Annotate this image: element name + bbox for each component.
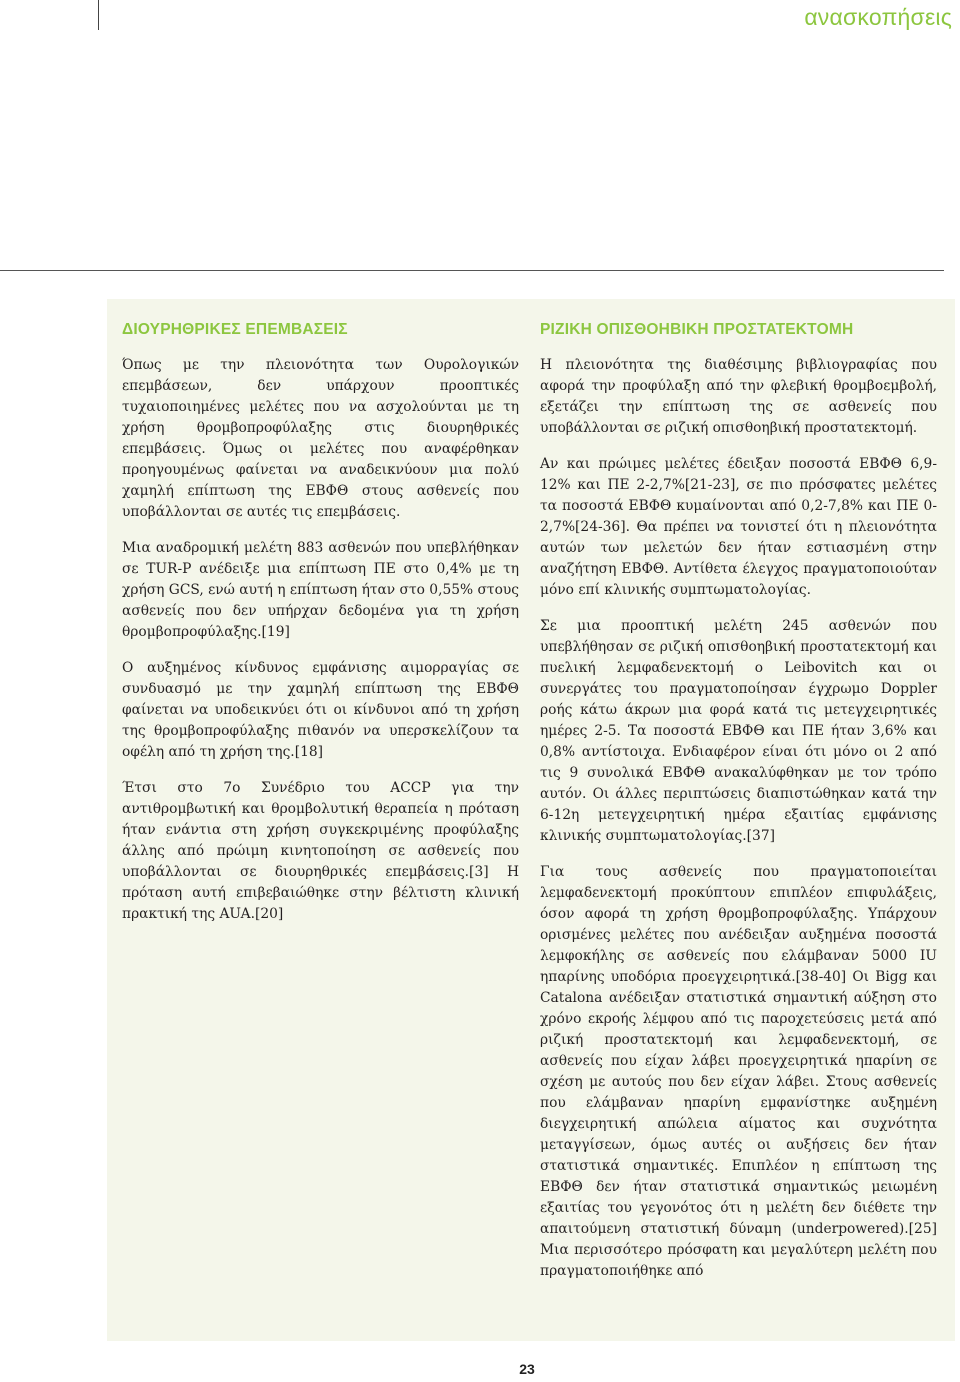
right-paragraph: Η πλειονότητα της διαθέσιμης βιβλιογραφίας που αφορά την προφύλαξη από την φλεβική θρομβοεμβολή, εξετάζει την επίπτωση της σε ασθενείς που υποβάλλονται σε ριζική οπισθοηβική προστατεκτομή. [540,357,937,436]
right-paragraph: Για τους ασθενείς που πραγματοποιείται λεμφαδενεκτομή προκύπτουν επιπλέον επιφυλάξεις, όσον αφορά τη χρήση θρομβοπροφύλαξης. Υπάρχουν ορισμένες μελέτες που ανέδειξαν αυξημένα ποσοστά λεμφοκήλης σε ασθενείς που ελάμβαναν 5000 IU ηπαρίνης υποδόρια προεγχειρητικά.[38-40] Οι Bigg και Catalona ανέδειξαν στατιστικά σημαντική αύξηση στο χρόνο εκροής λέμφου από τις παροχετεύσεις μετά από ριζική προστατεκτομή και λεμφαδενεκτομή, σε ασθενείς που είχαν λάβει προεγχειρητικά ηπαρίνη σε σχέση με αυτούς που δεν είχαν λάβει. Στους ασθενείς που ελάμβαναν ηπαρίνη εμφανίστηκε αυξημένη διεγχειρητική απώλεια αίματος και συχνότητα μεταγγίσεων, όμως αυτές οι αυξήσεις δεν ήταν στατιστικά σημαντικές. Επιπλέον η επίπτωση της ΕΒΦΘ δεν ήταν στατιστικά σημαντικώς μειωμένη εξαιτίας του γεγονότος ότι η μελέτη δεν διέθετε την απαιτούμενη στατιστική δύναμη (underpowered).[25] Μια περισσότερο πρόσφατη και μεγαλύτερη μελέτη που πραγματοποιήθηκε από [540,864,937,1279]
left-paragraph: Ο αυξημένος κίνδυνος εμφάνισης αιμορραγίας σε συνδυασμό με την χαμηλή επίπτωση της ΕΒΦΘ φαίνεται να υποδεικνύει ότι οι κίνδυνοι από τη χρήση της θρομβοπροφύλαξης πιθανόν να υπερσκελίζουν τα οφέλη από τη χρήση της.[18] [122,660,519,760]
left-paragraph: Όπως με την πλειονότητα των Ουρολογικών επεμβάσεων, δεν υπάρχουν προοπτικές τυχαιοποιημένες μελέτες που να ασχολούνται με τη χρήση θρομβοπροφύλαξης στις διουρηθρικές επεμβάσεις. Όμως οι μελέτες που αναφέρθηκαν προηγουμένως φαίνεται να αναδεικνύουν μια πολύ χαμηλή επίπτωση της ΕΒΦΘ στους ασθενείς που υποβάλλονται σε αυτές τις επεμβάσεις. [122,357,519,520]
header-rule [98,0,99,30]
right-paragraph: Αν και πρώιμες μελέτες έδειξαν ποσοστά ΕΒΦΘ 6,9-12% και ΠΕ 2-2,7%[21-23], σε πιο πρόσφατες μελέτες τα ποσοστά ΕΒΦΘ κυμαίνονται από 0,2-7,8% και ΠΕ 0-2,7%[24-36]. Θα πρέπει να τονιστεί ότι η πλειονότητα αυτών των μελετών δεν ήταν εστιασμένη στην αναζήτηση ΕΒΦΘ. Αντίθετα έλεγχος πραγματοποιούταν μόνο επί κλινικής συμπτωματολογίας. [540,456,937,598]
section-label: ανασκοπήσεις [804,4,952,30]
left-paragraph: Έτσι στο 7ο Συνέδριο του ACCP για την αντιθρομβωτική και θρομβολυτική θεραπεία η πρόταση ήταν ενάντια στη χρήση συγκεκριμένης προφύλαξης άλλης από πρώιμη κινητοποίηση σε ασθενείς που υποβάλλονται σε διουρηθρικές επεμβάσεις.[3] Η πρόταση αυτή επιβεβαιώθηκε στην βέλτιστη κλινική πρακτική της AUA.[20] [122,780,519,922]
right-paragraph: Σε μια προοπτική μελέτη 245 ασθενών που υπεβλήθησαν σε ριζική οπισθοηβική προστατεκτομή και πυελική λεμφαδενεκτομή ο Leibovitch και οι συνεργάτες του πραγματοποίησαν έγχρωμο Doppler ροής κάτω άκρων μια φορά κατά τις μετεγχειρητικές ημέρες 2-5. Τα ποσοστά ΕΒΦΘ και ΠΕ ήταν 3,6% και 0,8% αντίστοιχα. Ενδιαφέρον είναι ότι μόνο οι 2 από τις 9 συνολικά ΕΒΦΘ ανακαλύφθηκαν με τον τρόπο αυτόν. Οι άλλες περιπτώσεις διαπιστώθηκαν κατά την 6-12η μετεγχειρητική ημέρα εξαιτίας εμφάνισης κλινικής συμπτωματολογίας.[37] [540,618,937,844]
left-paragraph: Μια αναδρομική μελέτη 883 ασθενών που υπεβλήθηκαν σε TUR-P ανέδειξε μια επίπτωση ΠΕ στο 0,4% με τη χρήση GCS, ενώ αυτή η επίπτωση ήταν στο 0,55% στους ασθενείς που δεν υπήρχαν δεδομένα για τη χρήση θρομβοπροφύλαξης.[19] [122,540,519,640]
right-column-heading: ΡΙΖΙΚΗ ΟΠΙΣΘΟΗΒΙΚΗ ΠΡΟΣΤΑΤΕΚΤΟΜΗ [540,321,854,338]
left-column-heading: ΔΙΟΥΡΗΘΡΙΚΕΣ ΕΠΕΜΒΑΣΕΙΣ [122,321,348,338]
right-column [540,320,937,1297]
left-column [122,320,519,940]
horizontal-divider [0,270,944,271]
page-number: 23 [519,1361,535,1377]
